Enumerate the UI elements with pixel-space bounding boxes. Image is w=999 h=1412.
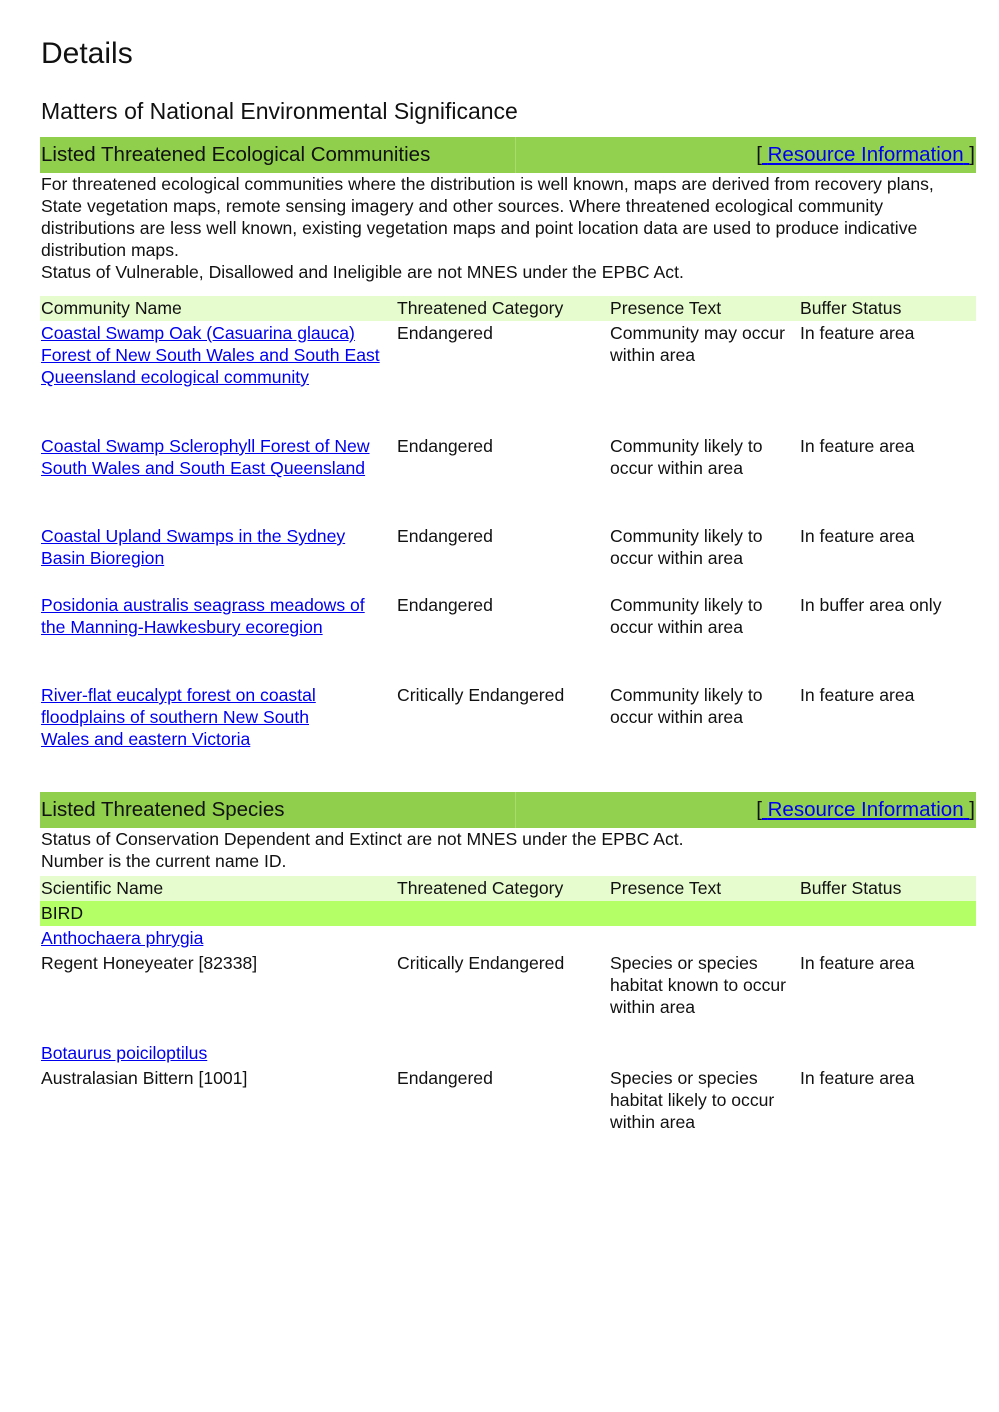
buffer-status: In feature area — [800, 436, 915, 456]
presence-text: Community likely to occur within area — [610, 685, 763, 727]
community-name-link[interactable]: Posidonia australis seagrass meadows of the Manning-Hawkesbury ecoregion — [41, 595, 365, 637]
community-name-link[interactable]: Coastal Swamp Sclerophyll Forest of New South Wales and South East Queensland — [41, 436, 370, 478]
page-title: Details — [41, 37, 133, 70]
buffer-status: In feature area — [800, 685, 915, 705]
threatened-category: Critically Endangered — [397, 685, 565, 705]
buffer-status: In feature area — [800, 1068, 915, 1088]
col-presence-text: Presence Text — [610, 878, 722, 898]
communities-section-title: Listed Threatened Ecological Communities — [41, 143, 431, 166]
common-name: Regent Honeyeater [82338] — [41, 953, 258, 973]
communities-status-note: Status of Vulnerable, Disallowed and Ineligible are not MNES under the EPBC Act. — [41, 262, 684, 282]
threatened-category: Endangered — [397, 595, 493, 615]
species-table-header — [40, 876, 976, 901]
threatened-category: Endangered — [397, 323, 493, 343]
species-resource-info-link[interactable]: [ Resource Information ] — [756, 798, 975, 821]
col-buffer-status: Buffer Status — [800, 298, 902, 318]
communities-table-header — [40, 296, 976, 321]
species-section-title: Listed Threatened Species — [41, 798, 285, 821]
buffer-status: In feature area — [800, 323, 915, 343]
col-buffer-status: Buffer Status — [800, 878, 902, 898]
species-name-id-note: Number is the current name ID. — [41, 851, 287, 871]
buffer-status: In feature area — [800, 526, 915, 546]
threatened-category: Endangered — [397, 526, 493, 546]
community-name-link[interactable]: River-flat eucalypt forest on coastal floodplains of southern New South Wales and eastern Victoria — [41, 685, 316, 749]
col-scientific-name: Scientific Name — [41, 878, 164, 898]
species-group-row — [40, 901, 976, 926]
presence-text: Species or species habitat likely to occur within area — [610, 1068, 775, 1132]
community-name-link[interactable]: Coastal Upland Swamps in the Sydney Basin Bioregion — [41, 526, 346, 568]
threatened-category: Endangered — [397, 1068, 493, 1088]
col-threatened-category: Threatened Category — [397, 298, 564, 318]
col-threatened-category: Threatened Category — [397, 878, 564, 898]
community-name-link[interactable]: Coastal Swamp Oak (Casuarina glauca) Forest of New South Wales and South East Queensland ecological community — [41, 323, 380, 387]
species-section-header — [40, 792, 976, 828]
buffer-status: In buffer area only — [800, 595, 942, 615]
communities-description: For threatened ecological communities where the distribution is well known, maps are derived from recovery plans, State vegetation maps, remote sensing imagery and other sources. Where threatened ecological community distributions are less well known, existing vegetation maps and point location data are used to produce indicative distribution maps. — [41, 174, 934, 260]
communities-resource-info-link[interactable]: [ Resource Information ] — [756, 143, 975, 166]
page-subtitle: Matters of National Environmental Significance — [41, 98, 518, 124]
common-name: Australasian Bittern [1001] — [41, 1068, 248, 1088]
scientific-name-link[interactable]: Botaurus poiciloptilus — [41, 1043, 208, 1063]
species-status-note: Status of Conservation Dependent and Extinct are not MNES under the EPBC Act. — [41, 829, 684, 849]
communities-section-header — [40, 137, 976, 173]
buffer-status: In feature area — [800, 953, 915, 973]
species-group-label: BIRD — [41, 903, 84, 923]
presence-text: Community may occur within area — [610, 323, 786, 365]
presence-text: Community likely to occur within area — [610, 526, 763, 568]
threatened-category: Endangered — [397, 436, 493, 456]
presence-text: Community likely to occur within area — [610, 595, 763, 637]
presence-text: Species or species habitat known to occur within area — [610, 953, 787, 1017]
threatened-category: Critically Endangered — [397, 953, 565, 973]
scientific-name-link[interactable]: Anthochaera phrygia — [41, 928, 204, 948]
col-community-name: Community Name — [41, 298, 182, 318]
col-presence-text: Presence Text — [610, 298, 722, 318]
presence-text: Community likely to occur within area — [610, 436, 763, 478]
